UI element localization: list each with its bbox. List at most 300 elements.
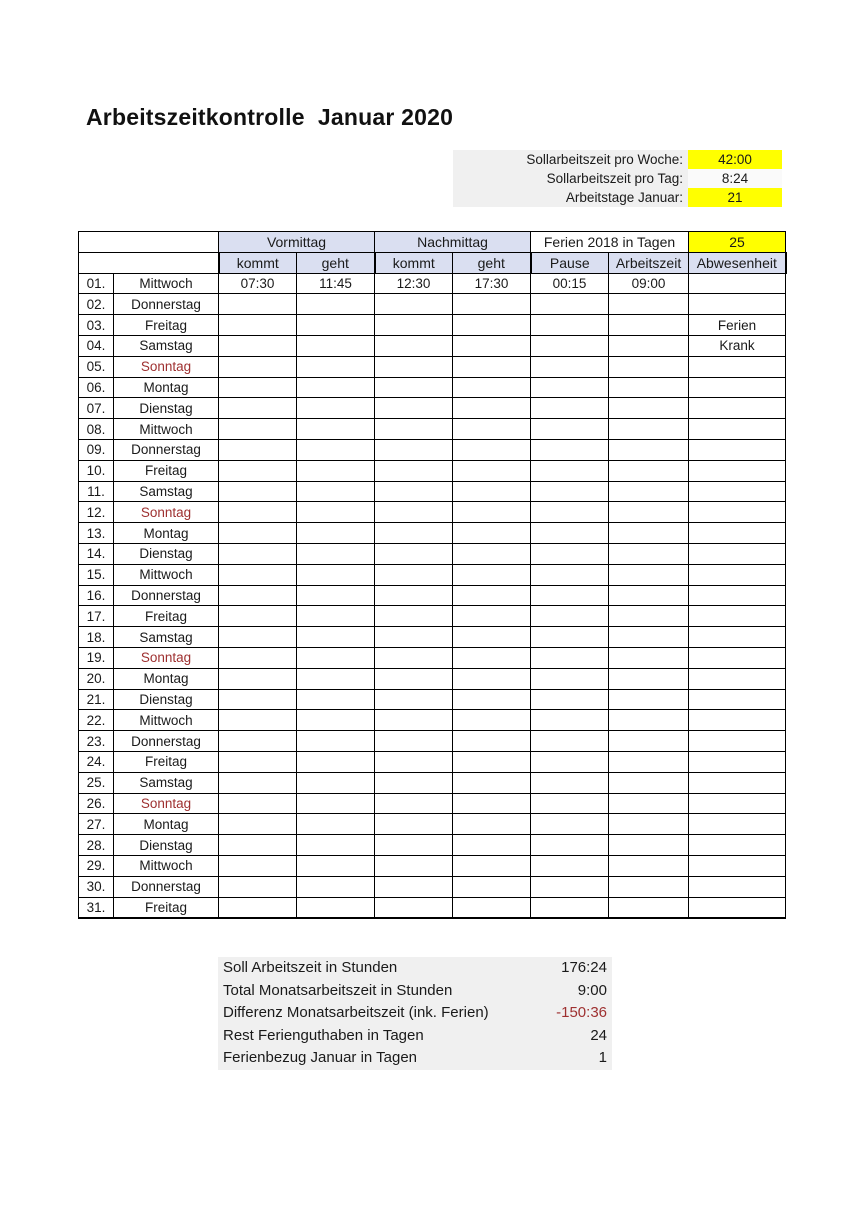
nachmittag-geht-cell bbox=[453, 294, 531, 315]
nachmittag-kommt-cell bbox=[375, 855, 453, 876]
summary-box bbox=[218, 957, 612, 1070]
pause-cell bbox=[531, 627, 609, 648]
day-number-cell: 14. bbox=[79, 543, 114, 564]
nachmittag-kommt-cell bbox=[375, 481, 453, 502]
day-number-cell: 05. bbox=[79, 356, 114, 377]
pause-cell bbox=[531, 543, 609, 564]
table-row bbox=[79, 647, 786, 668]
pause-cell bbox=[531, 585, 609, 606]
day-name-cell: Mittwoch bbox=[114, 855, 219, 876]
day-name-cell: Dienstag bbox=[114, 543, 219, 564]
vormittag-kommt-cell bbox=[219, 460, 297, 481]
nachmittag-geht-cell bbox=[453, 689, 531, 710]
table-row bbox=[79, 606, 786, 627]
info-value: 21 bbox=[688, 188, 782, 207]
col-header-vormittag-kommt: kommt bbox=[219, 252, 297, 273]
vormittag-geht-cell bbox=[297, 897, 375, 918]
day-name-cell: Samstag bbox=[114, 772, 219, 793]
day-name-cell: Donnerstag bbox=[114, 439, 219, 460]
vormittag-kommt-cell bbox=[219, 315, 297, 336]
abwesenheit-cell bbox=[689, 897, 786, 918]
summary-label: Ferienbezug Januar in Tagen bbox=[223, 1049, 418, 1067]
summary-value: -150:36 bbox=[556, 1004, 607, 1022]
arbeitszeit-cell bbox=[609, 627, 689, 648]
day-name-cell: Sonntag bbox=[114, 502, 219, 523]
arbeitszeit-cell bbox=[609, 335, 689, 356]
header-spacer bbox=[79, 232, 219, 253]
vormittag-geht-cell bbox=[297, 439, 375, 460]
day-number-cell: 17. bbox=[79, 606, 114, 627]
worklog-body bbox=[79, 273, 786, 918]
nachmittag-geht-cell bbox=[453, 897, 531, 918]
pause-cell bbox=[531, 481, 609, 502]
arbeitszeit-cell bbox=[609, 356, 689, 377]
table-row bbox=[79, 398, 786, 419]
nachmittag-geht-cell bbox=[453, 627, 531, 648]
info-row bbox=[453, 169, 782, 188]
arbeitszeit-cell bbox=[609, 897, 689, 918]
pause-cell bbox=[531, 315, 609, 336]
arbeitszeit-cell bbox=[609, 876, 689, 897]
table-row bbox=[79, 731, 786, 752]
arbeitszeit-cell bbox=[609, 793, 689, 814]
abwesenheit-cell bbox=[689, 419, 786, 440]
table-row bbox=[79, 876, 786, 897]
col-header-abwesenheit: Abwesenheit bbox=[689, 252, 786, 273]
summary-row bbox=[218, 957, 612, 980]
arbeitszeit-cell bbox=[609, 315, 689, 336]
group-header-row bbox=[79, 232, 786, 253]
arbeitszeit-cell bbox=[609, 835, 689, 856]
vormittag-geht-cell bbox=[297, 585, 375, 606]
table-row bbox=[79, 772, 786, 793]
nachmittag-kommt-cell bbox=[375, 439, 453, 460]
arbeitszeit-cell bbox=[609, 523, 689, 544]
vormittag-geht-cell bbox=[297, 377, 375, 398]
vormittag-geht-cell bbox=[297, 835, 375, 856]
vormittag-kommt-cell bbox=[219, 377, 297, 398]
vormittag-geht-cell bbox=[297, 294, 375, 315]
arbeitszeit-cell bbox=[609, 585, 689, 606]
table-row bbox=[79, 835, 786, 856]
info-label: Sollarbeitszeit pro Tag: bbox=[453, 169, 688, 188]
vormittag-geht-cell bbox=[297, 751, 375, 772]
vormittag-geht-cell bbox=[297, 335, 375, 356]
nachmittag-geht-cell bbox=[453, 710, 531, 731]
nachmittag-kommt-cell bbox=[375, 876, 453, 897]
abwesenheit-cell bbox=[689, 398, 786, 419]
vormittag-kommt-cell bbox=[219, 439, 297, 460]
day-number-cell: 11. bbox=[79, 481, 114, 502]
abwesenheit-cell bbox=[689, 564, 786, 585]
vormittag-geht-cell bbox=[297, 793, 375, 814]
abwesenheit-cell bbox=[689, 294, 786, 315]
info-row bbox=[453, 188, 782, 207]
pause-cell bbox=[531, 855, 609, 876]
pause-cell bbox=[531, 502, 609, 523]
vormittag-kommt-cell bbox=[219, 564, 297, 585]
pause-cell bbox=[531, 710, 609, 731]
table-row bbox=[79, 855, 786, 876]
day-name-cell: Freitag bbox=[114, 606, 219, 627]
pause-cell bbox=[531, 835, 609, 856]
nachmittag-geht-cell bbox=[453, 460, 531, 481]
table-row bbox=[79, 585, 786, 606]
arbeitszeit-cell bbox=[609, 606, 689, 627]
abwesenheit-cell bbox=[689, 814, 786, 835]
worklog-table bbox=[78, 231, 787, 919]
summary-label: Differenz Monatsarbeitszeit (ink. Ferien) bbox=[223, 1004, 489, 1022]
day-name-cell: Sonntag bbox=[114, 793, 219, 814]
nachmittag-kommt-cell bbox=[375, 751, 453, 772]
table-row bbox=[79, 273, 786, 294]
vormittag-kommt-cell bbox=[219, 647, 297, 668]
abwesenheit-cell bbox=[689, 356, 786, 377]
pause-cell bbox=[531, 772, 609, 793]
abwesenheit-cell bbox=[689, 523, 786, 544]
day-number-cell: 09. bbox=[79, 439, 114, 460]
arbeitszeit-cell bbox=[609, 294, 689, 315]
day-name-cell: Montag bbox=[114, 377, 219, 398]
pause-cell bbox=[531, 335, 609, 356]
abwesenheit-cell bbox=[689, 876, 786, 897]
table-row bbox=[79, 502, 786, 523]
day-name-cell: Sonntag bbox=[114, 647, 219, 668]
arbeitszeit-cell bbox=[609, 710, 689, 731]
table-row bbox=[79, 294, 786, 315]
nachmittag-kommt-cell bbox=[375, 585, 453, 606]
table-row bbox=[79, 356, 786, 377]
pause-cell bbox=[531, 419, 609, 440]
nachmittag-geht-cell bbox=[453, 731, 531, 752]
nachmittag-kommt-cell bbox=[375, 710, 453, 731]
table-row bbox=[79, 523, 786, 544]
abwesenheit-cell bbox=[689, 647, 786, 668]
day-number-cell: 12. bbox=[79, 502, 114, 523]
arbeitszeit-cell bbox=[609, 439, 689, 460]
arbeitszeit-cell bbox=[609, 855, 689, 876]
pause-cell: 00:15 bbox=[531, 273, 609, 294]
day-number-cell: 26. bbox=[79, 793, 114, 814]
day-name-cell: Sonntag bbox=[114, 356, 219, 377]
col-header-nachmittag-kommt: kommt bbox=[375, 252, 453, 273]
ferien-2018-label: Ferien 2018 in Tagen bbox=[531, 232, 689, 253]
nachmittag-kommt-cell bbox=[375, 335, 453, 356]
day-name-cell: Montag bbox=[114, 523, 219, 544]
day-number-cell: 22. bbox=[79, 710, 114, 731]
arbeitszeit-cell bbox=[609, 502, 689, 523]
day-number-cell: 15. bbox=[79, 564, 114, 585]
pause-cell bbox=[531, 814, 609, 835]
day-number-cell: 23. bbox=[79, 731, 114, 752]
vormittag-kommt-cell bbox=[219, 502, 297, 523]
vormittag-geht-cell bbox=[297, 606, 375, 627]
vormittag-geht-cell bbox=[297, 419, 375, 440]
pause-cell bbox=[531, 647, 609, 668]
vormittag-kommt-cell bbox=[219, 627, 297, 648]
pause-cell bbox=[531, 793, 609, 814]
target-hours-info-box bbox=[453, 150, 782, 207]
day-number-cell: 28. bbox=[79, 835, 114, 856]
vormittag-kommt-cell bbox=[219, 876, 297, 897]
nachmittag-kommt-cell bbox=[375, 315, 453, 336]
arbeitszeit-cell bbox=[609, 564, 689, 585]
day-number-cell: 16. bbox=[79, 585, 114, 606]
nachmittag-kommt-cell bbox=[375, 606, 453, 627]
nachmittag-kommt-cell bbox=[375, 668, 453, 689]
vormittag-kommt-cell bbox=[219, 751, 297, 772]
vormittag-geht-cell bbox=[297, 814, 375, 835]
nachmittag-kommt-cell: 12:30 bbox=[375, 273, 453, 294]
nachmittag-geht-cell bbox=[453, 439, 531, 460]
nachmittag-kommt-cell bbox=[375, 564, 453, 585]
vormittag-kommt-cell bbox=[219, 356, 297, 377]
vormittag-kommt-cell bbox=[219, 523, 297, 544]
arbeitszeit-cell bbox=[609, 731, 689, 752]
page-title: Arbeitszeitkontrolle Januar 2020 bbox=[86, 104, 454, 130]
vormittag-kommt-cell bbox=[219, 294, 297, 315]
day-name-cell: Dienstag bbox=[114, 835, 219, 856]
ferien-2018-value: 25 bbox=[689, 232, 786, 253]
info-value: 42:00 bbox=[688, 150, 782, 169]
vormittag-geht-cell bbox=[297, 523, 375, 544]
pause-cell bbox=[531, 523, 609, 544]
arbeitszeit-cell bbox=[609, 751, 689, 772]
table-row bbox=[79, 439, 786, 460]
day-name-cell: Montag bbox=[114, 814, 219, 835]
nachmittag-kommt-cell bbox=[375, 356, 453, 377]
day-name-cell: Freitag bbox=[114, 460, 219, 481]
day-number-cell: 08. bbox=[79, 419, 114, 440]
nachmittag-geht-cell bbox=[453, 502, 531, 523]
vormittag-kommt-cell bbox=[219, 772, 297, 793]
abwesenheit-cell bbox=[689, 481, 786, 502]
vormittag-geht-cell: 11:45 bbox=[297, 273, 375, 294]
nachmittag-geht-cell bbox=[453, 668, 531, 689]
nachmittag-geht-cell bbox=[453, 876, 531, 897]
nachmittag-geht-cell bbox=[453, 481, 531, 502]
abwesenheit-cell bbox=[689, 377, 786, 398]
group-header-vormittag: Vormittag bbox=[219, 232, 375, 253]
pause-cell bbox=[531, 731, 609, 752]
arbeitszeit-cell bbox=[609, 668, 689, 689]
abwesenheit-cell bbox=[689, 855, 786, 876]
arbeitszeit-cell bbox=[609, 647, 689, 668]
nachmittag-geht-cell bbox=[453, 335, 531, 356]
abwesenheit-cell bbox=[689, 710, 786, 731]
day-number-cell: 02. bbox=[79, 294, 114, 315]
summary-label: Total Monatsarbeitszeit in Stunden bbox=[223, 981, 453, 999]
vormittag-geht-cell bbox=[297, 543, 375, 564]
header-spacer bbox=[79, 252, 219, 273]
table-row bbox=[79, 689, 786, 710]
nachmittag-kommt-cell bbox=[375, 647, 453, 668]
vormittag-kommt-cell bbox=[219, 335, 297, 356]
table-row bbox=[79, 751, 786, 772]
abwesenheit-cell: Ferien bbox=[689, 315, 786, 336]
abwesenheit-cell bbox=[689, 627, 786, 648]
nachmittag-kommt-cell bbox=[375, 627, 453, 648]
day-name-cell: Mittwoch bbox=[114, 419, 219, 440]
abwesenheit-cell bbox=[689, 439, 786, 460]
info-value: 8:24 bbox=[688, 169, 782, 188]
nachmittag-kommt-cell bbox=[375, 419, 453, 440]
day-name-cell: Samstag bbox=[114, 627, 219, 648]
abwesenheit-cell: Krank bbox=[689, 335, 786, 356]
day-name-cell: Montag bbox=[114, 668, 219, 689]
day-number-cell: 10. bbox=[79, 460, 114, 481]
info-label: Sollarbeitszeit pro Woche: bbox=[453, 150, 688, 169]
nachmittag-geht-cell bbox=[453, 585, 531, 606]
day-name-cell: Dienstag bbox=[114, 689, 219, 710]
pause-cell bbox=[531, 564, 609, 585]
abwesenheit-cell bbox=[689, 772, 786, 793]
table-row bbox=[79, 793, 786, 814]
nachmittag-geht-cell bbox=[453, 398, 531, 419]
vormittag-geht-cell bbox=[297, 668, 375, 689]
vormittag-geht-cell bbox=[297, 481, 375, 502]
vormittag-geht-cell bbox=[297, 647, 375, 668]
col-header-vormittag-geht: geht bbox=[297, 252, 375, 273]
vormittag-kommt-cell bbox=[219, 585, 297, 606]
nachmittag-kommt-cell bbox=[375, 772, 453, 793]
abwesenheit-cell bbox=[689, 606, 786, 627]
group-header-nachmittag: Nachmittag bbox=[375, 232, 531, 253]
pause-cell bbox=[531, 689, 609, 710]
arbeitszeit-cell: 09:00 bbox=[609, 273, 689, 294]
abwesenheit-cell bbox=[689, 585, 786, 606]
arbeitszeit-cell bbox=[609, 772, 689, 793]
nachmittag-geht-cell bbox=[453, 855, 531, 876]
pause-cell bbox=[531, 876, 609, 897]
pause-cell bbox=[531, 751, 609, 772]
nachmittag-kommt-cell bbox=[375, 897, 453, 918]
vormittag-kommt-cell bbox=[219, 689, 297, 710]
summary-label: Soll Arbeitszeit in Stunden bbox=[223, 959, 398, 976]
table-row bbox=[79, 897, 786, 918]
day-number-cell: 06. bbox=[79, 377, 114, 398]
info-row bbox=[453, 150, 782, 169]
table-row bbox=[79, 377, 786, 398]
vormittag-kommt-cell bbox=[219, 419, 297, 440]
day-name-cell: Samstag bbox=[114, 481, 219, 502]
vormittag-geht-cell bbox=[297, 772, 375, 793]
pause-cell bbox=[531, 398, 609, 419]
nachmittag-kommt-cell bbox=[375, 523, 453, 544]
vormittag-kommt-cell bbox=[219, 897, 297, 918]
abwesenheit-cell bbox=[689, 273, 786, 294]
arbeitszeit-cell bbox=[609, 377, 689, 398]
day-number-cell: 01. bbox=[79, 273, 114, 294]
pause-cell bbox=[531, 439, 609, 460]
table-row bbox=[79, 419, 786, 440]
nachmittag-geht-cell bbox=[453, 793, 531, 814]
table-row bbox=[79, 627, 786, 648]
vormittag-kommt-cell bbox=[219, 731, 297, 752]
day-number-cell: 20. bbox=[79, 668, 114, 689]
day-number-cell: 18. bbox=[79, 627, 114, 648]
vormittag-geht-cell bbox=[297, 855, 375, 876]
pause-cell bbox=[531, 897, 609, 918]
table-row bbox=[79, 564, 786, 585]
nachmittag-kommt-cell bbox=[375, 460, 453, 481]
abwesenheit-cell bbox=[689, 460, 786, 481]
vormittag-kommt-cell bbox=[219, 606, 297, 627]
day-number-cell: 29. bbox=[79, 855, 114, 876]
vormittag-kommt-cell bbox=[219, 814, 297, 835]
nachmittag-geht-cell bbox=[453, 772, 531, 793]
table-row bbox=[79, 315, 786, 336]
summary-value: 176:24 bbox=[561, 959, 607, 976]
vormittag-geht-cell bbox=[297, 564, 375, 585]
nachmittag-kommt-cell bbox=[375, 543, 453, 564]
summary-value: 24 bbox=[590, 1026, 607, 1044]
day-name-cell: Mittwoch bbox=[114, 710, 219, 731]
table-row bbox=[79, 543, 786, 564]
arbeitszeit-cell bbox=[609, 460, 689, 481]
table-row bbox=[79, 335, 786, 356]
vormittag-kommt-cell bbox=[219, 793, 297, 814]
vormittag-geht-cell bbox=[297, 315, 375, 336]
day-name-cell: Freitag bbox=[114, 315, 219, 336]
vormittag-geht-cell bbox=[297, 710, 375, 731]
abwesenheit-cell bbox=[689, 793, 786, 814]
vormittag-kommt-cell bbox=[219, 835, 297, 856]
nachmittag-geht-cell bbox=[453, 564, 531, 585]
abwesenheit-cell bbox=[689, 751, 786, 772]
vormittag-geht-cell bbox=[297, 876, 375, 897]
day-number-cell: 31. bbox=[79, 897, 114, 918]
vormittag-geht-cell bbox=[297, 356, 375, 377]
arbeitszeit-cell bbox=[609, 398, 689, 419]
vormittag-kommt-cell bbox=[219, 398, 297, 419]
day-number-cell: 27. bbox=[79, 814, 114, 835]
col-header-nachmittag-geht: geht bbox=[453, 252, 531, 273]
nachmittag-geht-cell bbox=[453, 814, 531, 835]
arbeitszeit-cell bbox=[609, 419, 689, 440]
nachmittag-geht-cell bbox=[453, 315, 531, 336]
nachmittag-kommt-cell bbox=[375, 835, 453, 856]
nachmittag-geht-cell bbox=[453, 751, 531, 772]
table-row bbox=[79, 710, 786, 731]
day-number-cell: 07. bbox=[79, 398, 114, 419]
abwesenheit-cell bbox=[689, 543, 786, 564]
abwesenheit-cell bbox=[689, 668, 786, 689]
day-name-cell: Donnerstag bbox=[114, 294, 219, 315]
nachmittag-kommt-cell bbox=[375, 793, 453, 814]
summary-value: 9:00 bbox=[577, 981, 607, 999]
pause-cell bbox=[531, 668, 609, 689]
day-name-cell: Mittwoch bbox=[114, 564, 219, 585]
nachmittag-geht-cell bbox=[453, 647, 531, 668]
vormittag-kommt-cell bbox=[219, 481, 297, 502]
vormittag-kommt-cell bbox=[219, 855, 297, 876]
pause-cell bbox=[531, 606, 609, 627]
day-name-cell: Samstag bbox=[114, 335, 219, 356]
nachmittag-kommt-cell bbox=[375, 814, 453, 835]
day-number-cell: 30. bbox=[79, 876, 114, 897]
table-row bbox=[79, 481, 786, 502]
nachmittag-kommt-cell bbox=[375, 689, 453, 710]
day-number-cell: 13. bbox=[79, 523, 114, 544]
arbeitszeit-cell bbox=[609, 481, 689, 502]
day-number-cell: 25. bbox=[79, 772, 114, 793]
table-row bbox=[79, 814, 786, 835]
abwesenheit-cell bbox=[689, 731, 786, 752]
day-name-cell: Donnerstag bbox=[114, 585, 219, 606]
summary-value: 1 bbox=[598, 1049, 607, 1067]
summary-row bbox=[218, 980, 612, 1003]
